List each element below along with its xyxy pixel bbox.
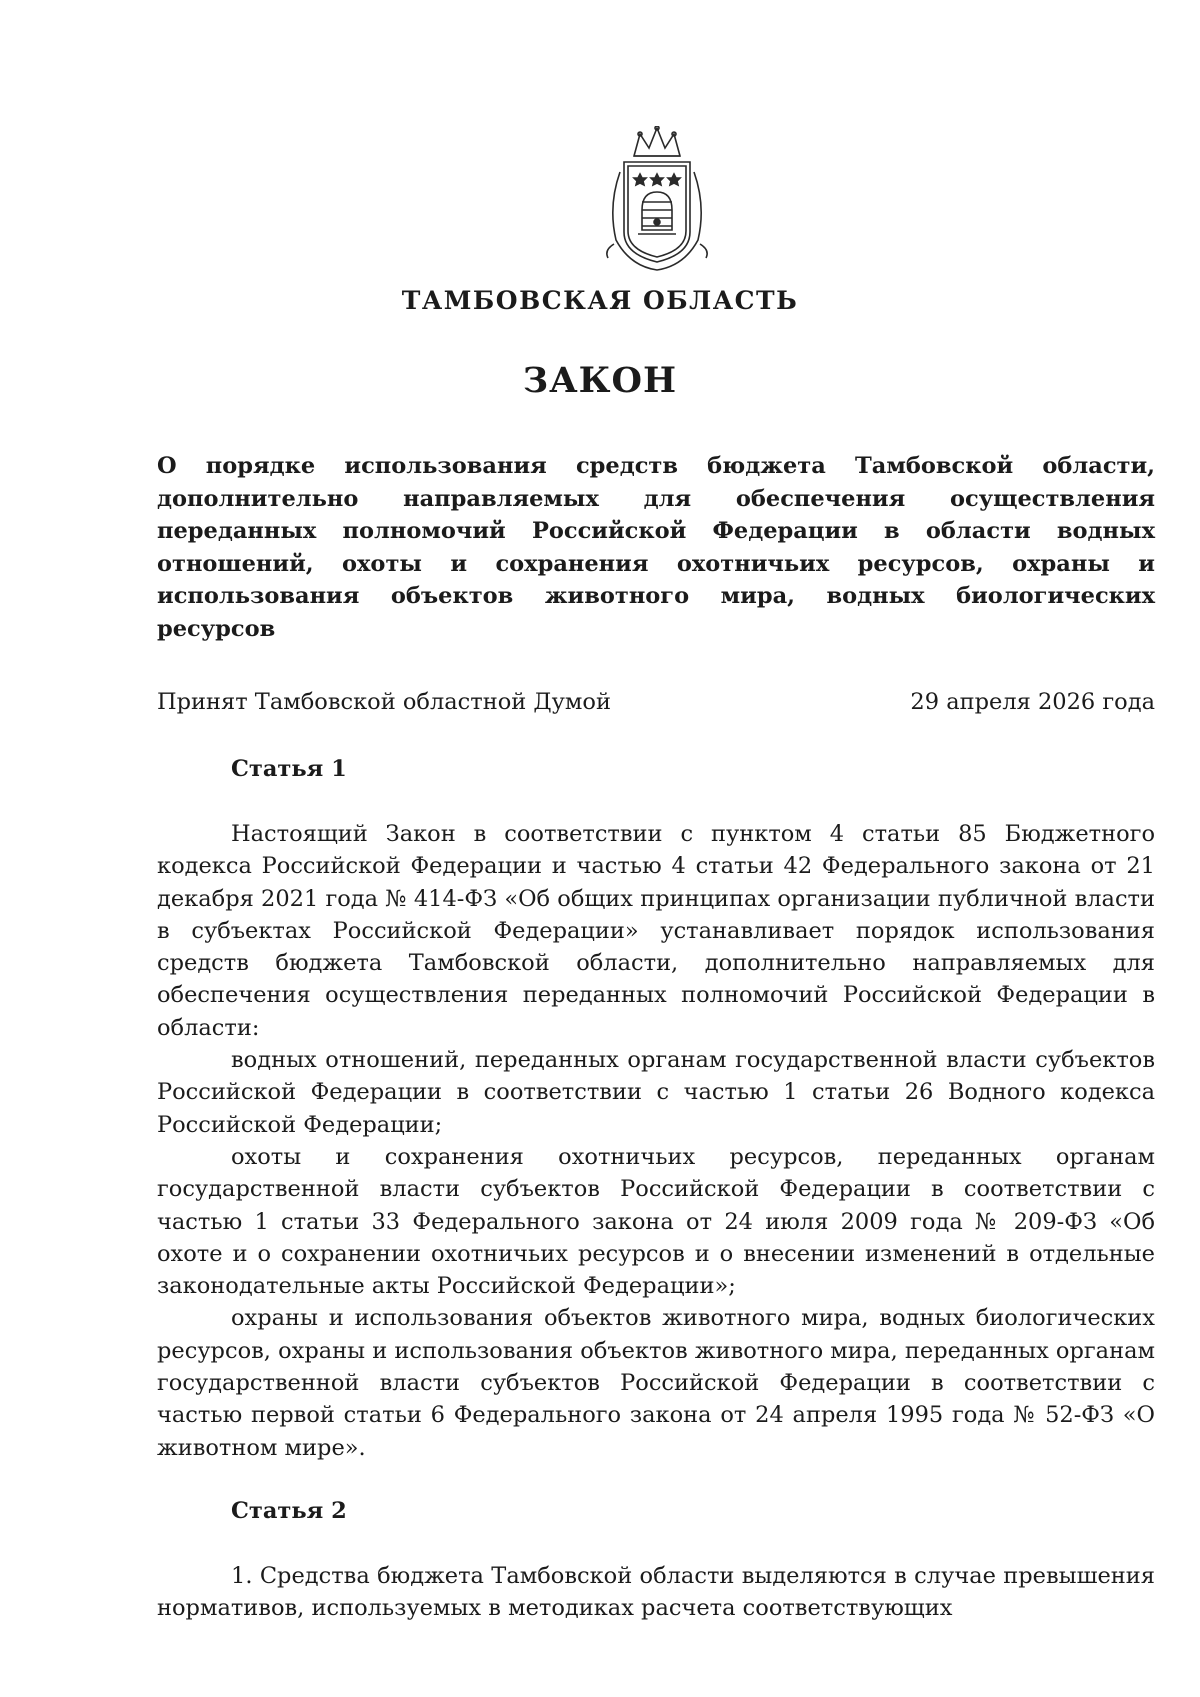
adopted-by: Принят Тамбовской областной Думой: [157, 689, 611, 715]
article-paragraph: водных отношений, переданных органам государственной власти субъектов Российской Федерации в соответствии с частью 1 статьи 26 Водного кодекса Российской Федерации;: [157, 1047, 1155, 1138]
article-body: [157, 1560, 1155, 1625]
article-heading: Статья 1: [231, 756, 347, 782]
article-heading: Статья 2: [231, 1498, 347, 1524]
article-paragraph: охраны и использования объектов животного мира, водных биологических ресурсов, охраны и использования объектов животного мира, переданных органам государственной власти субъектов Российской Федерации в соответствии с частью первой статьи 6 Федерального закона от 24 апреля 1995 года № 52-ФЗ «О животном мире».: [157, 1305, 1155, 1461]
article-body: [157, 818, 1155, 1464]
adoption-date: 29 апреля 2026 года: [910, 689, 1155, 715]
adoption-line: [157, 686, 1155, 718]
region-name: ТАМБОВСКАЯ ОБЛАСТЬ: [401, 286, 799, 315]
article-paragraph: 1. Средства бюджета Тамбовской области выделяются в случае превышения нормативов, используемых в методиках расчета соответствующих: [157, 1563, 1155, 1622]
tambov-coat-of-arms-icon: [594, 126, 720, 272]
document-type: ЗАКОН: [522, 360, 678, 401]
article-paragraph: охоты и сохранения охотничьих ресурсов, переданных органам государственной власти субъектов Российской Федерации в соответствии с частью 1 статьи 33 Федерального закона от 24 июля 2009 года № 209-ФЗ «Об охоте и о сохранении охотничьих ресурсов и о внесении изменений в отдельные законодательные акты Российской Федерации»;: [157, 1143, 1155, 1300]
article-paragraph: Настоящий Закон в соответствии с пунктом 4 статьи 85 Бюджетного кодекса Российской Федерации и частью 4 статьи 42 Федерального закона от 21 декабря 2021 года № 414-ФЗ «Об общих принципах организации публичной власти в субъектах Российской Федерации» устанавливает порядок использования средств бюджета Тамбовской области, дополнительно направляемых для обеспечения осуществления переданных полномочий Российской Федерации в области:: [157, 821, 1155, 1041]
law-title: О порядке использования средств бюджета Тамбовской области, дополнительно направляемых для обеспечения осуществления переданных полномочий Российской Федерации в области водных отношений, охоты и сохранения охотничьих ресурсов, охраны и использования объектов животного мира, водных биологических ресурсов: [157, 453, 1155, 642]
